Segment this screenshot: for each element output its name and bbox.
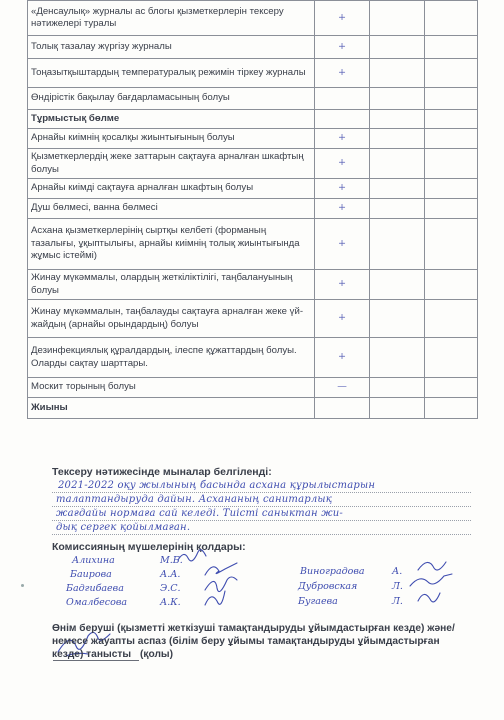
compliance-mark: +: [315, 338, 370, 378]
signature-mark: [410, 574, 452, 586]
signatures-title: Комиссияның мүшелерінің қолдары:: [52, 541, 246, 553]
criterion-text: Жинау мүкәммалын, таңбалауды сақтауға арналған жеке үй-жайдың (арнайы орындардың) болуы: [28, 300, 315, 338]
member-initials: М.Б.: [160, 555, 183, 566]
criterion-text: Жиыны: [28, 398, 315, 419]
criterion-text: Қызметкерлердің жеке заттарын сақтауға арналған шкафтың болуы: [28, 149, 315, 179]
criterion-text: Дезинфекциялық құралдардың, ілеспе құжаттардың болуы. Оларды сақтау шарттары.: [28, 338, 315, 378]
signature-mark: [205, 577, 237, 592]
member-name: Виноградова: [300, 566, 365, 577]
compliance-mark: +: [315, 129, 370, 149]
signature-mark: [205, 591, 225, 605]
member-initials: Э.С.: [160, 583, 181, 594]
acknowledgement-text: Өнім беруші (қызметті жеткізуші тамақтандыруды ұйымдастырған кезде) және/немесе жауапты аспаз (білім беру ұйымы тамақтандыруды ұйымдастырған кезде) танысты: [52, 623, 455, 660]
compliance-mark: +: [315, 179, 370, 199]
finding-line-4: дық сергек қойылмаған.: [56, 522, 191, 533]
member-name: Дубровская: [298, 581, 358, 592]
member-initials: А.: [392, 566, 403, 577]
finding-line-1: 2021-2022 оқу жылының басында асхана құрылыстарын: [58, 480, 376, 491]
signature-label: (қолы): [140, 649, 174, 660]
criterion-text: Өндірістік бақылау бағдарламасының болуы: [28, 88, 315, 110]
finding-line-2: талаптандыруда дайын. Асхананың санитарлық: [56, 494, 332, 505]
signature-mark: [418, 593, 440, 602]
results-title: Тексеру нәтижесінде мыналар белгіленді:: [52, 466, 272, 478]
criterion-text: Асхана қызметкерлерінің сыртқы келбеті (форманың тазалығы, ұқыптылығы, арнайы киімнің толық жиынтығында жұмыс істеймі): [28, 219, 315, 270]
member-initials: А.А.: [160, 569, 181, 580]
criterion-text: «Денсаулық» журналы ас блогы қызметкерлерін тексеру нәтижелері туралы: [28, 1, 315, 36]
criterion-text: Тоңазытқыштардың температуралық режимін тіркеу журналы: [28, 59, 315, 88]
criterion-text: Толық тазалау жүргізу журналы: [28, 36, 315, 59]
member-initials: Л.: [392, 581, 403, 592]
compliance-mark: +: [315, 36, 370, 59]
compliance-mark: —: [315, 378, 370, 398]
finding-line-3: жағдайы нормаға сай келеді. Тиісті саныктан жи-: [56, 508, 343, 519]
signature-mark: [418, 562, 446, 570]
member-initials: А.К.: [160, 597, 181, 608]
criterion-text: Душ бөлмесі, ванна бөлмесі: [28, 199, 315, 219]
criterion-text: Арнайы киімді сақтауға арналған шкафтың болуы: [28, 179, 315, 199]
compliance-mark: +: [315, 300, 370, 338]
member-name: Бугаева: [298, 596, 338, 607]
criterion-text: Москит торының болуы: [28, 378, 315, 398]
compliance-mark: +: [315, 199, 370, 219]
compliance-mark: +: [315, 149, 370, 179]
compliance-mark: +: [315, 270, 370, 300]
criterion-text: Арнайы киімнің қосалқы жиынтығының болуы: [28, 129, 315, 149]
criterion-text: Жинау мүкәммалы, олардың жеткіліктілігі, таңбалануының болуы: [28, 270, 315, 300]
compliance-mark: +: [315, 219, 370, 270]
signature-line: [53, 660, 139, 661]
signature-mark: [178, 550, 206, 561]
member-name: Омалбесова: [66, 597, 128, 608]
compliance-mark: +: [315, 1, 370, 36]
member-name: Бадгибаева: [66, 583, 124, 594]
member-initials: Л.: [392, 596, 403, 607]
member-name: Алихина: [72, 555, 115, 566]
member-name: Баирова: [70, 569, 112, 580]
signature-mark: [205, 563, 237, 575]
scan-mark: [21, 584, 24, 587]
criterion-text: Тұрмыстық бөлме: [28, 110, 315, 129]
compliance-mark: +: [315, 59, 370, 88]
